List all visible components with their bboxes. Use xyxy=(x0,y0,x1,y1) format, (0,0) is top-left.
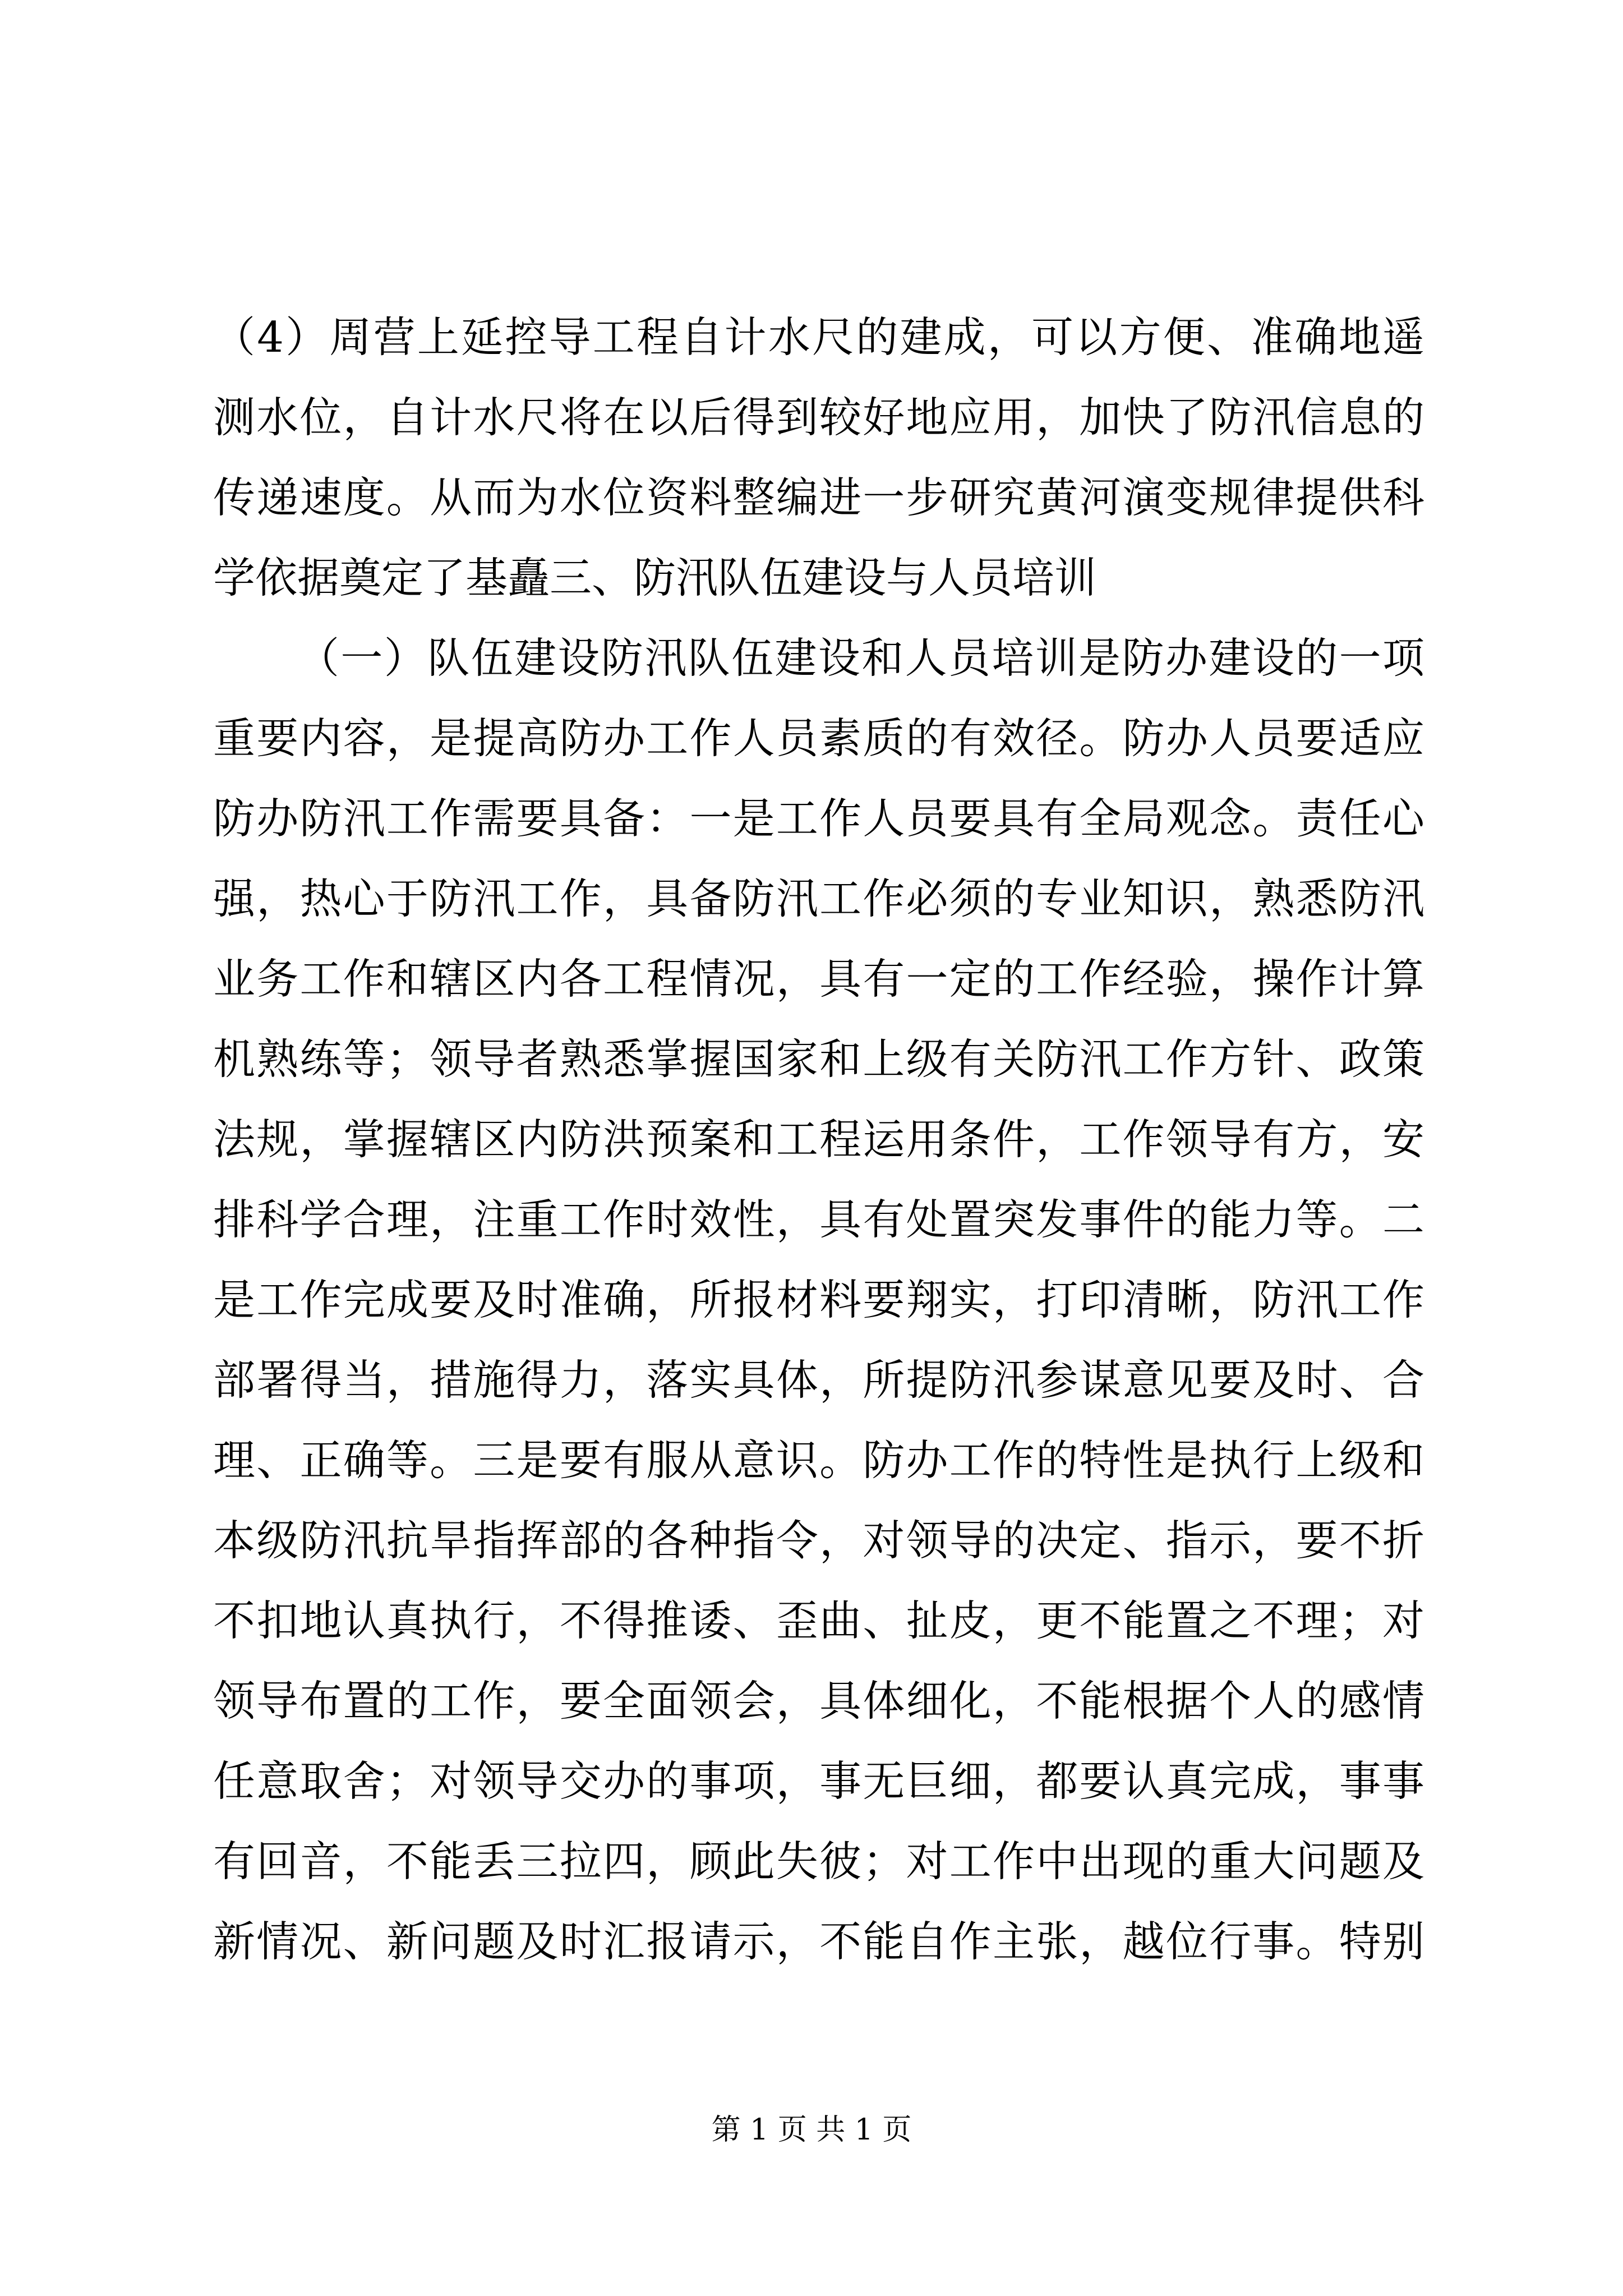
text-line: 领导布置的工作，要全面领会，具体细化，不能根据个人的感情 xyxy=(213,1676,1424,1726)
text-line: （一）队伍建设防汛队伍建设和人员培训是防办建设的一项 xyxy=(297,633,1424,683)
text-line: 防办防汛工作需要具备：一是工作人员要具有全局观念。责任心 xyxy=(213,794,1424,843)
page-footer xyxy=(0,2112,1623,2148)
text-line: 是工作完成要及时准确，所报材料要翔实，打印清晰，防汛工作 xyxy=(213,1275,1424,1324)
text-line: 业务工作和辖区内各工程情况，具有一定的工作经验，操作计算 xyxy=(213,954,1424,1004)
text-line: （4）周营上延控导工程自计水尺的建成，可以方便、准确地遥 xyxy=(213,312,1424,362)
text-line: 新情况、新问题及时汇报请示，不能自作主张，越位行事。特别 xyxy=(213,1917,1424,1966)
document-body xyxy=(213,297,1424,1982)
text-line: 不扣地认真执行，不得推诿、歪曲、扯皮，更不能置之不理；对 xyxy=(213,1596,1424,1645)
text-line: 机熟练等；领导者熟悉掌握国家和上级有关防汛工作方针、政策 xyxy=(213,1034,1424,1084)
text-line: 有回音，不能丢三拉四，顾此失彼；对工作中出现的重大问题及 xyxy=(213,1837,1424,1886)
text-line: 排科学合理，注重工作时效性，具有处置突发事件的能力等。二 xyxy=(213,1195,1424,1244)
text-line: 任意取舍；对领导交办的事项，事无巨细，都要认真完成，事事 xyxy=(213,1756,1424,1806)
text-line: 本级防汛抗旱指挥部的各种指令，对领导的决定、指示，要不折 xyxy=(213,1516,1424,1565)
text-line: 部署得当，措施得力，落实具体，所提防汛参谋意见要及时、合 xyxy=(213,1355,1424,1405)
text-line: 理、正确等。三是要有服从意识。防办工作的特性是执行上级和 xyxy=(213,1435,1424,1485)
text-line: 传递速度。从而为水位资料整编进一步研究黄河演变规律提供科 xyxy=(213,473,1424,522)
text-line: 法规，掌握辖区内防洪预案和工程运用条件，工作领导有方，安 xyxy=(213,1115,1424,1164)
text-line: 强，热心于防汛工作，具备防汛工作必须的专业知识，熟悉防汛 xyxy=(213,874,1424,923)
text-line: 重要内容，是提高防办工作人员素质的有效径。防办人员要适应 xyxy=(213,714,1424,763)
text-line: 测水位，自计水尺将在以后得到较好地应用，加快了防汛信息的 xyxy=(213,393,1424,442)
page-number-label: 第 1 页 共 1 页 xyxy=(711,2113,912,2147)
text-line: 学依据奠定了基矗三、防汛队伍建设与人员培训 xyxy=(213,553,1097,602)
